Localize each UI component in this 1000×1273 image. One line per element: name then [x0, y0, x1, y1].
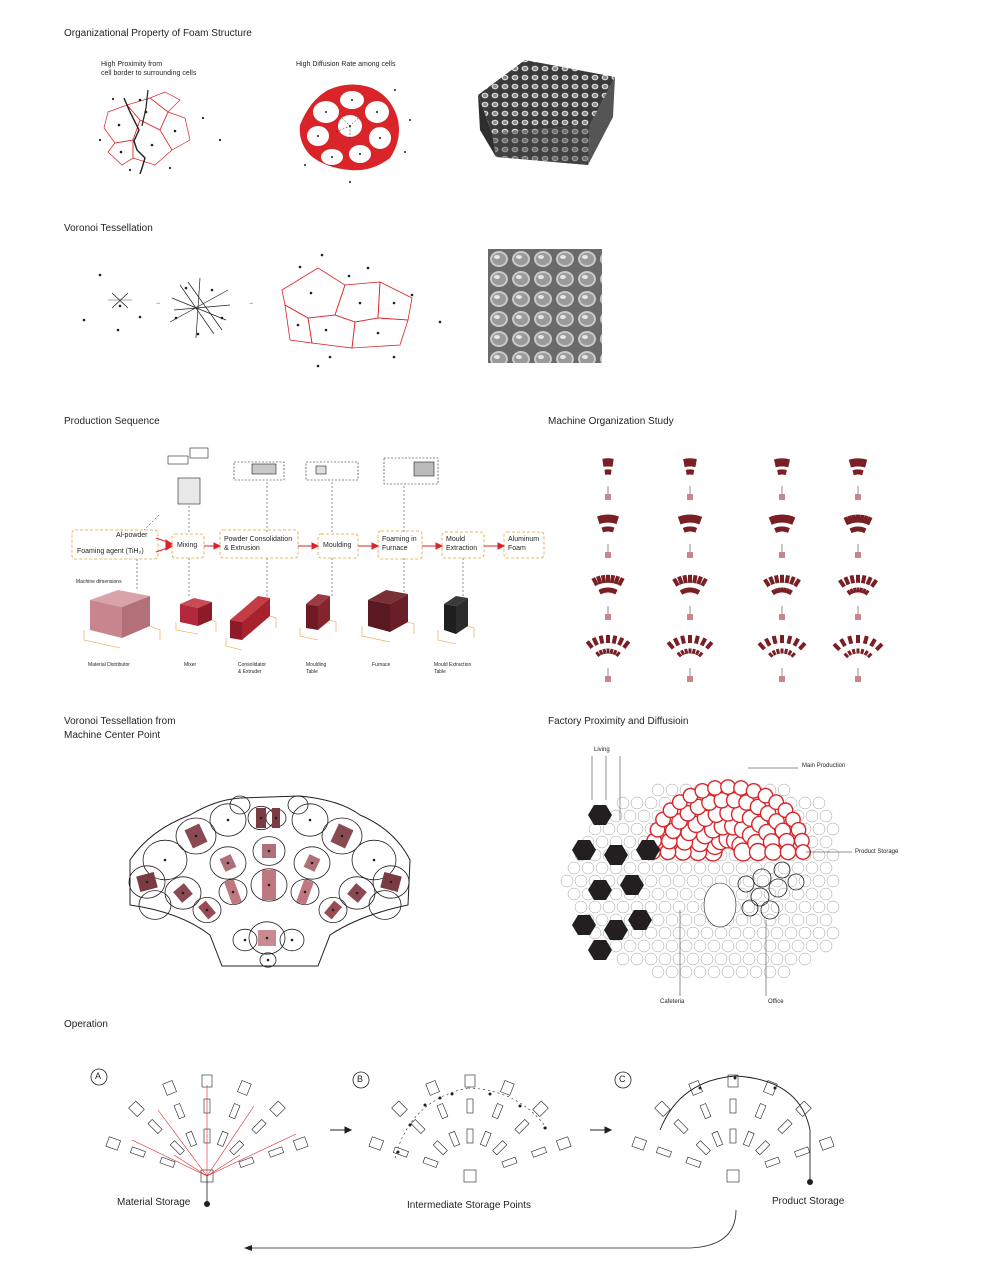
machine-label-consolidator: Consolidator & Extruder — [238, 662, 267, 675]
label-office: Office — [768, 999, 784, 1005]
step-mixing: Mixing — [177, 542, 198, 549]
step-moulding: Moulding — [323, 542, 352, 549]
label-intermediate-storage: Intermediate Storage Points — [407, 1200, 531, 1211]
machine-label-extraction: Mould Extraction Table — [434, 662, 472, 675]
input-foaming-agent: Foaming agent (TiH₂) — [77, 548, 144, 555]
section-title-operation: Operation — [64, 1019, 108, 1030]
label-product-storage: Product Storage — [772, 1196, 845, 1207]
material-storage-point — [204, 1201, 210, 1207]
section-title-foam: Organizational Property of Foam Structure — [64, 28, 252, 39]
step-foaming: Foaming in Furnace — [382, 536, 417, 552]
section-title-voronoi-center-2: Machine Center Point — [64, 730, 161, 741]
machine-label-moulding: Moulding Table — [306, 662, 327, 675]
stage-b-letter: B — [357, 1074, 364, 1084]
section-title-production: Production Sequence — [64, 416, 160, 427]
machine-label-mixer: Mixer — [184, 662, 197, 668]
operation-fans — [106, 1075, 834, 1182]
step-powder-consolidation: Powder Consolidation & Extrusion — [224, 536, 293, 552]
caption-high-proximity-1: High Proximity from — [101, 61, 163, 68]
label-material-storage: Material Storage — [117, 1197, 191, 1208]
machine-dimensions-label: Machine dimensions — [76, 579, 122, 585]
machine-label-distributor: Material Distributor — [88, 662, 130, 668]
label-living: Living — [594, 747, 610, 753]
stage-a-letter: A — [95, 1071, 102, 1081]
return-arrow — [250, 1210, 736, 1248]
caption-high-diffusion: High Diffusion Rate among cells — [296, 61, 396, 68]
stage-c-letter: C — [619, 1074, 626, 1084]
product-storage-point — [807, 1179, 813, 1185]
label-main-production: Main Production — [802, 763, 846, 769]
caption-high-proximity-2: cell border to surrounding cells — [101, 70, 197, 77]
operation-fan — [369, 1075, 571, 1182]
step-aluminum-foam: Aluminum Foam — [508, 536, 540, 552]
input-al-powder: Al-powder — [116, 532, 148, 539]
section-title-machine-org: Machine Organization Study — [548, 416, 674, 427]
label-product-storage-factory: Product Storage — [855, 849, 899, 855]
svg-text:→: → — [248, 300, 254, 306]
label-cafeteria: Cafeteria — [660, 999, 685, 1005]
machine-label-furnace: Furnace — [372, 662, 391, 668]
section-title-voronoi-center-1: Voronoi Tessellation from — [64, 716, 176, 727]
svg-text:→: → — [155, 300, 161, 306]
section-title-factory: Factory Proximity and Diffusioin — [548, 716, 689, 727]
step-mould-extraction: Mould Extraction — [446, 536, 478, 552]
section-title-voronoi: Voronoi Tessellation — [64, 223, 153, 234]
operation-fan — [632, 1075, 834, 1182]
